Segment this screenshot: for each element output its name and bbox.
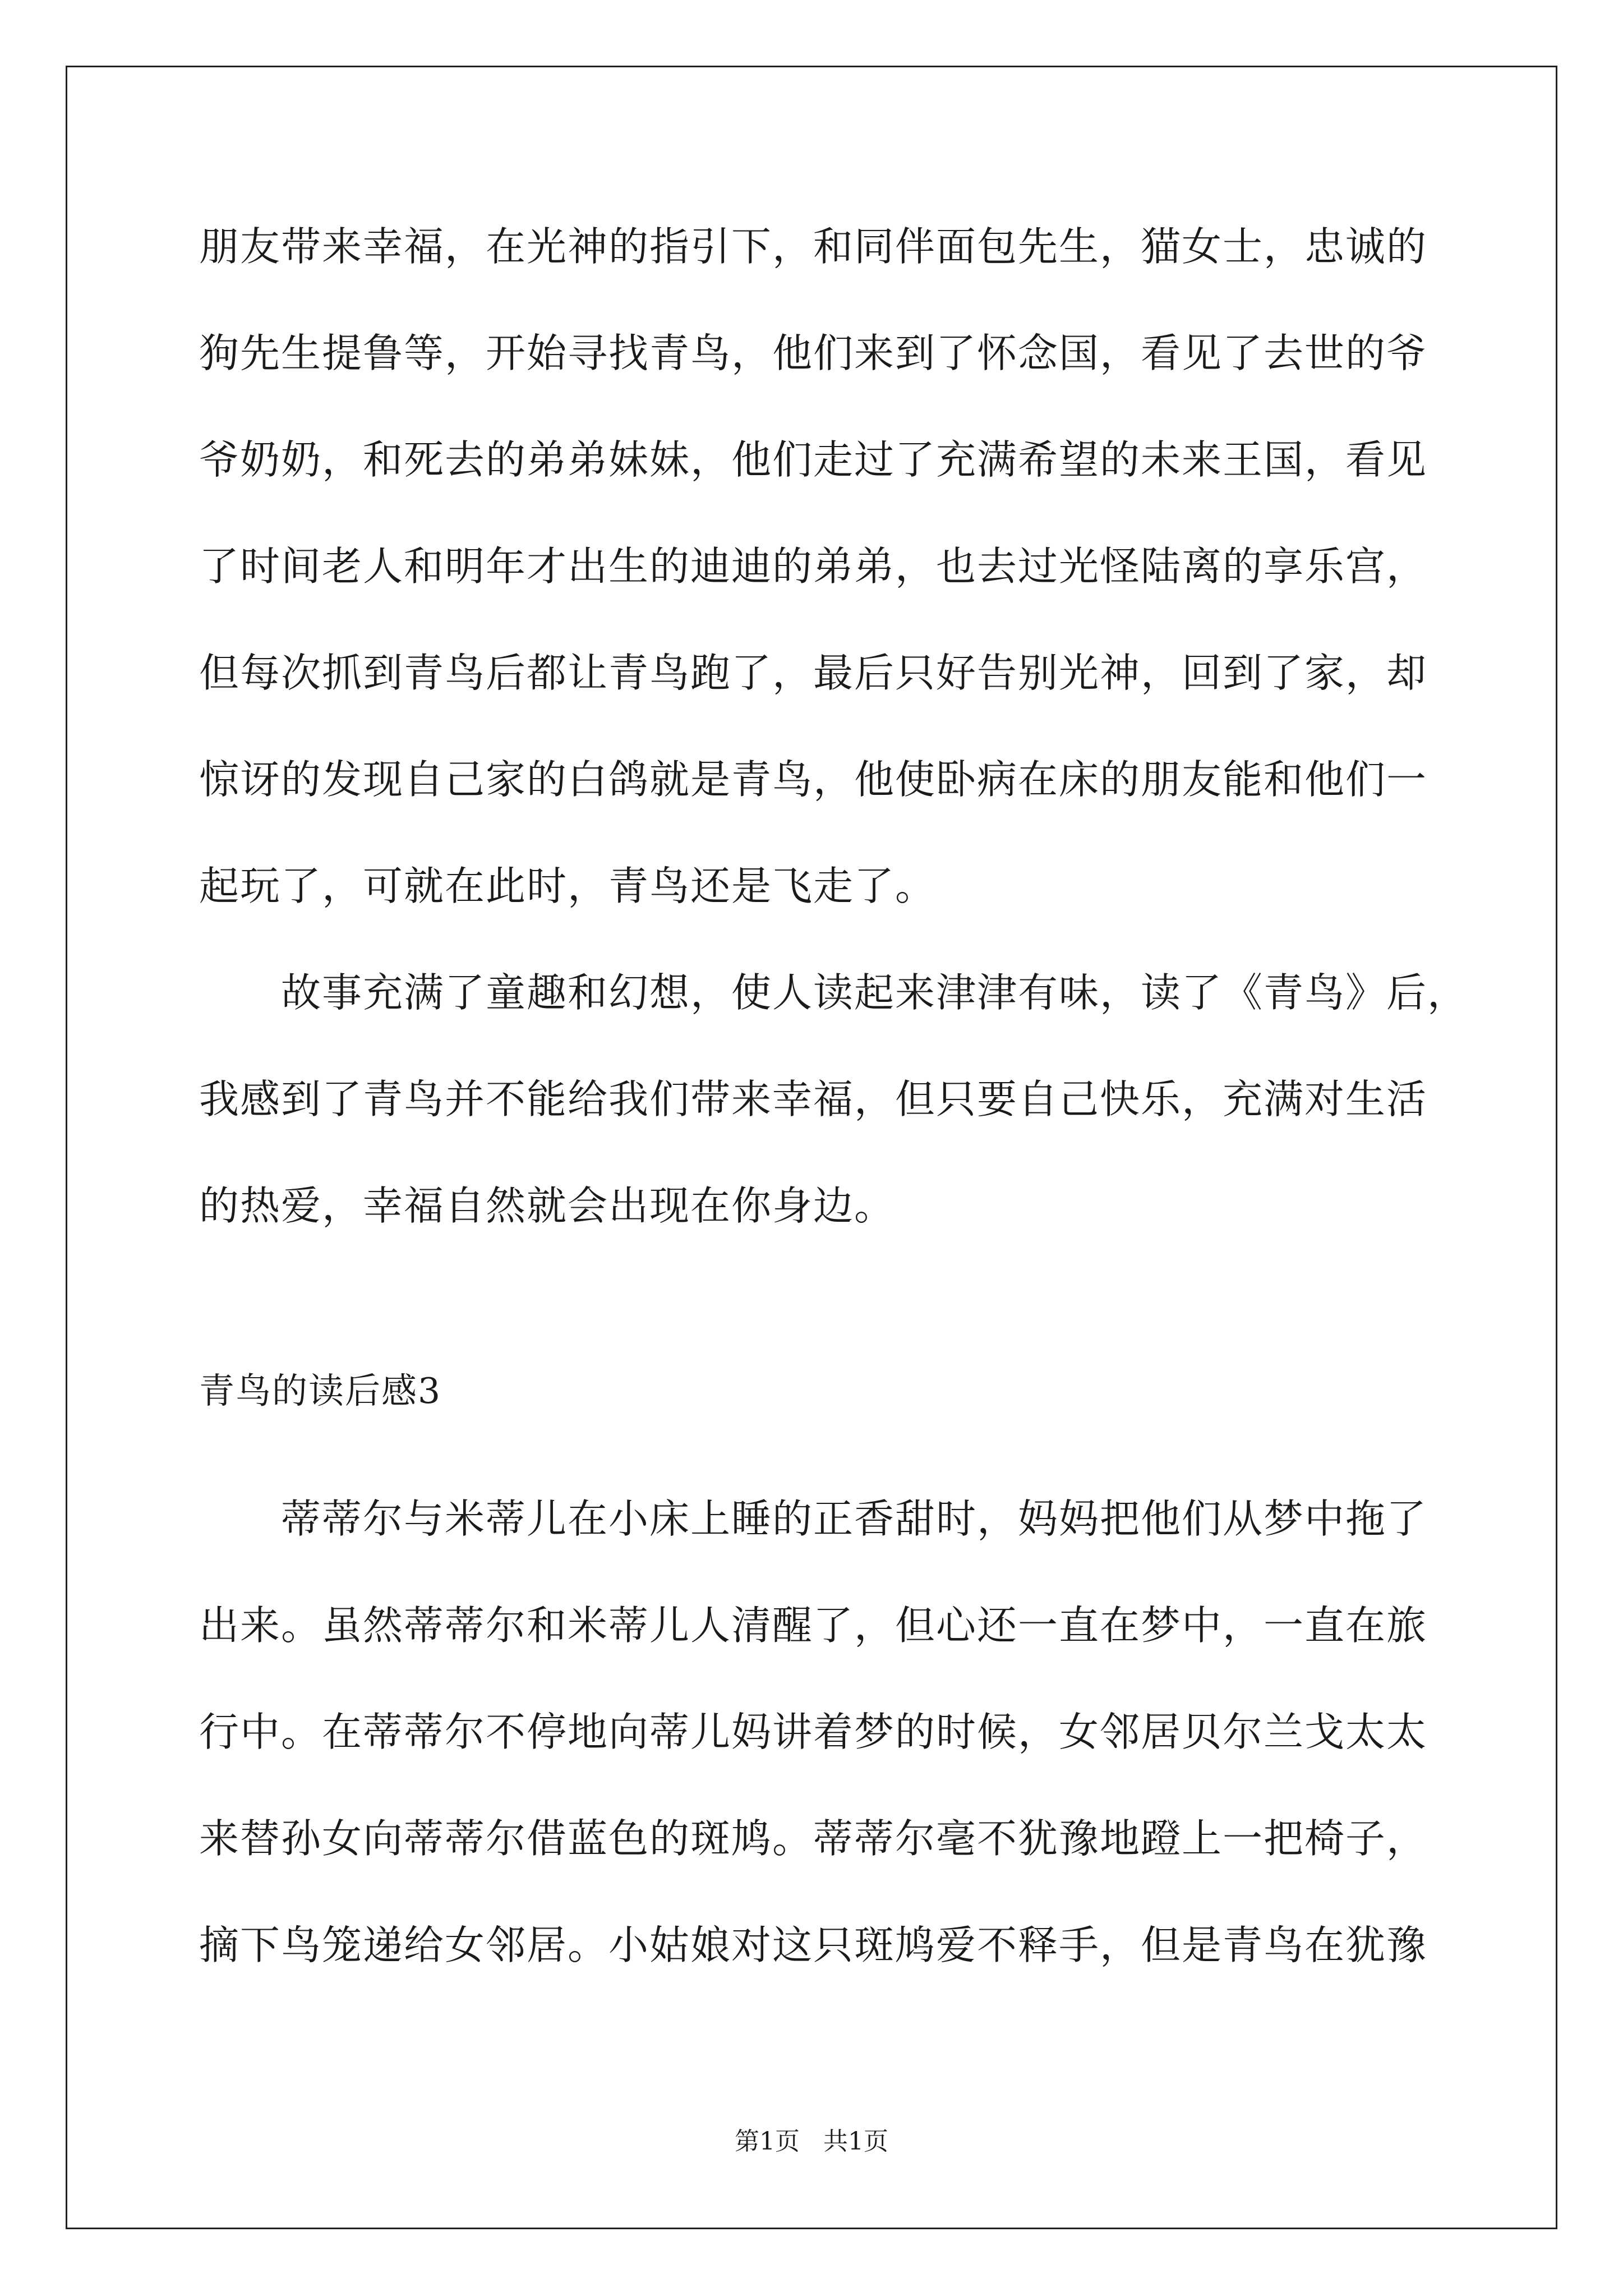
paragraph-line: 爷奶奶，和死去的弟弟妹妹，他们走过了充满希望的未来王国，看见 xyxy=(199,436,1428,483)
paragraph-line: 了时间老人和明年才出生的迪迪的弟弟，也去过光怪陆离的享乐宫， xyxy=(199,543,1428,590)
paragraph-line: 惊讶的发现自己家的白鸽就是青鸟，他使卧病在床的朋友能和他们一 xyxy=(199,756,1428,803)
page-border xyxy=(66,66,1557,2229)
page-footer: 第1页 共1页 xyxy=(735,2127,888,2156)
paragraph-line: 朋友带来幸福，在光神的指引下，和同伴面包先生，猫女士，忠诚的 xyxy=(199,223,1428,270)
paragraph-line: 的热爱，幸福自然就会出现在你身边。 xyxy=(199,1182,896,1229)
paragraph-line: 起玩了，可就在此时，青鸟还是飞走了。 xyxy=(199,863,937,909)
paragraph-line: 故事充满了童趣和幻想，使人读起来津津有味，读了《青鸟》后， xyxy=(281,969,1469,1016)
paragraph-line: 出来。虽然蒂蒂尔和米蒂儿人清醒了，但心还一直在梦中，一直在旅 xyxy=(199,1602,1428,1649)
paragraph-line: 我感到了青鸟并不能给我们带来幸福，但只要自己快乐，充满对生活 xyxy=(199,1076,1428,1122)
paragraph-line: 但每次抓到青鸟后都让青鸟跑了，最后只好告别光神，回到了家，却 xyxy=(199,650,1428,696)
paragraph-line: 狗先生提鲁等，开始寻找青鸟，他们来到了怀念国，看见了去世的爷 xyxy=(199,330,1428,376)
paragraph-line: 来替孙女向蒂蒂尔借蓝色的斑鸠。蒂蒂尔毫不犹豫地蹬上一把椅子， xyxy=(199,1815,1428,1862)
paragraph-line: 行中。在蒂蒂尔不停地向蒂儿妈讲着梦的时候，女邻居贝尔兰戈太太 xyxy=(199,1709,1428,1755)
paragraph-line: 摘下鸟笼递给女邻居。小姑娘对这只斑鸠爱不释手，但是青鸟在犹豫 xyxy=(199,1922,1428,1968)
paragraph-line: 蒂蒂尔与米蒂儿在小床上睡的正香甜时，妈妈把他们从梦中拖了 xyxy=(281,1496,1428,1542)
section-title: 青鸟的读后感3 xyxy=(199,1370,442,1411)
